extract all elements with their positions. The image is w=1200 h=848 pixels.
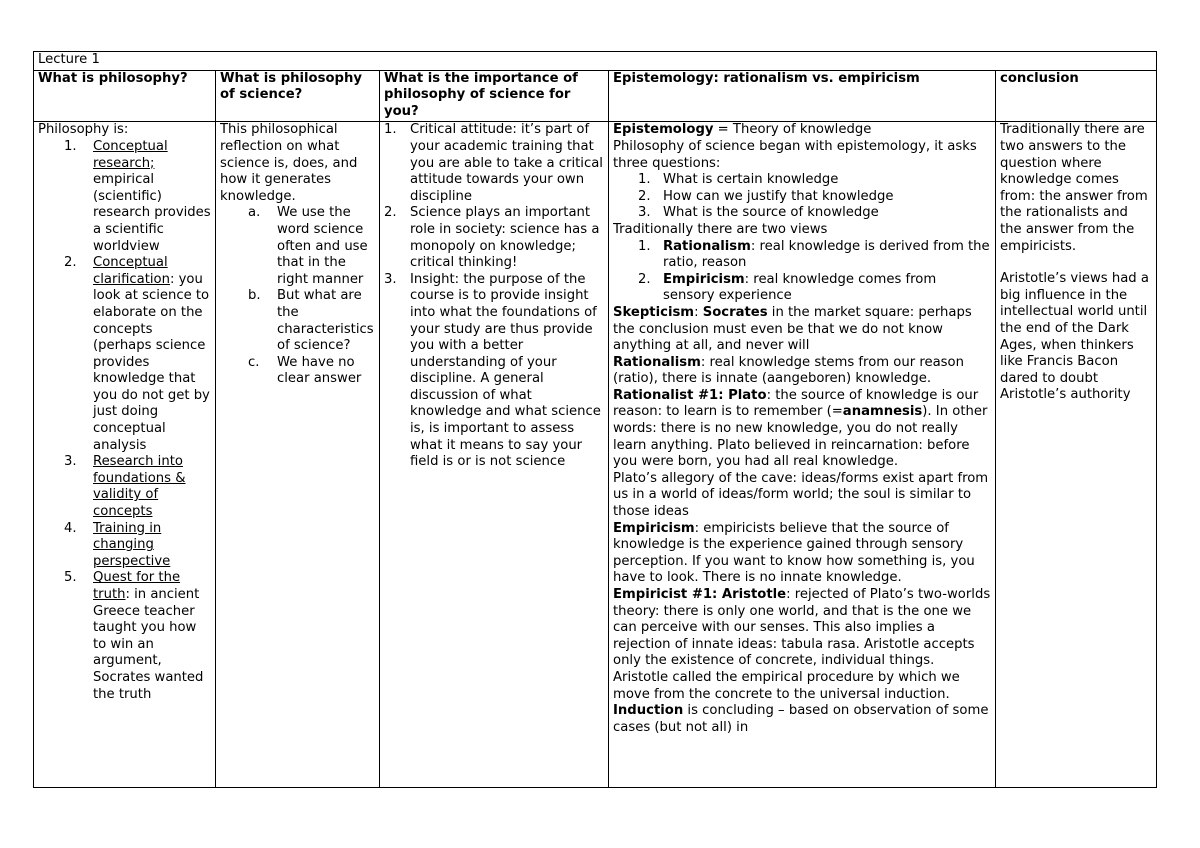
list-item — [613, 189, 991, 206]
item-number: 5. — [64, 570, 77, 586]
list-item — [613, 205, 991, 222]
item-number: 2. — [638, 271, 651, 287]
lecture-title-row — [34, 52, 1157, 71]
item-letter: b. — [248, 288, 261, 304]
list-item — [613, 239, 991, 272]
cell-philosophy-of-science — [216, 122, 380, 788]
plato-paragraph — [613, 388, 991, 471]
lecture-notes-table — [33, 51, 1157, 788]
cell-importance — [380, 122, 609, 788]
cell-what-is-philosophy — [34, 122, 216, 788]
item-term: Conceptual research; — [93, 138, 168, 171]
term-aristotle: Empiricist #1: Aristotle — [613, 587, 787, 602]
list-item — [220, 355, 375, 388]
item-text: What is the source of knowledge — [663, 205, 879, 221]
list-item — [384, 205, 604, 271]
paragraph-text: : real knowledge stems from our reason (ratio), there is innate (aangeboren) knowledge. — [613, 354, 964, 387]
item-text: But what are the characteristics of science? — [277, 288, 374, 354]
item-number: 3. — [638, 205, 651, 221]
item-letter: a. — [248, 205, 261, 221]
list-item — [38, 570, 211, 703]
cave-paragraph: Plato’s allegory of the cave: ideas/forms exist apart from us in a world of ideas/form world; the soul is similar to those ideas — [613, 470, 989, 520]
item-number: 4. — [64, 520, 77, 536]
item-text: : in ancient Greece teacher taught you how to win an argument, Socrates wanted the truth — [93, 587, 204, 702]
item-text: : you look at science to elaborate on the concepts (perhaps science provides knowledge that you do not get by just doing conceptual analysis — [93, 271, 210, 453]
cell-conclusion — [996, 122, 1157, 788]
paragraph-text: in the market square: perhaps the conclusion must even be that we do not know anything at all, and never will — [613, 304, 972, 354]
epistemology-questions — [613, 172, 991, 222]
list-item — [613, 172, 991, 189]
item-text: What is certain knowledge — [663, 172, 839, 188]
aristotle-paragraph — [613, 587, 991, 736]
separator-text: : — [694, 304, 703, 320]
item-number: 1. — [638, 238, 651, 254]
header-row — [34, 70, 1157, 122]
term-anamnesis: anamnesis — [842, 404, 923, 420]
skepticism-paragraph — [613, 305, 991, 355]
paragraph-text: : empiricists believe that the source of knowledge is the experience gained through sensory perception. If you want to know how something is, you have to look. There is no innate knowledge. — [613, 520, 975, 586]
item-number: 1. — [384, 122, 397, 138]
conclusion-paragraph-2: Aristotle’s views had a big influence in the intellectual world until the end of the Dark Ages, when thinkers like Francis Bacon dared to doubt Aristotle’s authority — [1000, 271, 1149, 403]
item-term: Training in changing perspective — [93, 520, 171, 569]
philosophy-intro: Philosophy is: — [38, 122, 129, 138]
header-what-is-philosophy: What is philosophy? — [34, 70, 216, 122]
item-number: 3. — [384, 271, 397, 287]
pos-list — [220, 205, 375, 388]
header-importance: What is the importance of philosophy of science for you? — [380, 70, 609, 122]
item-number: 2. — [64, 255, 77, 271]
header-epistemology: Epistemology: rationalism vs. empiricism — [609, 70, 996, 122]
paragraph-text: : the source of knowledge is our reason: to learn is to remember (= — [613, 387, 979, 420]
item-number: 1. — [638, 172, 651, 188]
paragraph-spacer — [1000, 255, 1152, 271]
views-list — [613, 239, 991, 305]
header-conclusion: conclusion — [996, 70, 1157, 122]
term-induction: Induction — [613, 703, 684, 719]
importance-list — [384, 122, 604, 470]
item-text: Critical attitude: it’s part of your academic training that you are able to take a critical attitude towards your own discipline — [410, 122, 603, 204]
list-item — [613, 272, 991, 305]
term-plato: Rationalist #1: Plato — [613, 387, 767, 403]
item-text: How can we justify that knowledge — [663, 188, 894, 204]
empiricism-paragraph — [613, 521, 991, 587]
item-letter: c. — [248, 354, 260, 370]
conclusion-paragraph-1: Traditionally there are two answers to the question where knowledge comes from: the answer from the rationalists and the answer from the empiricists. — [1000, 122, 1148, 254]
paragraph-text: ). In other words: there is no new knowledge, you do not really learn anything. Plato believed in reincarnation: before you were born, you had all real knowledge. — [613, 404, 988, 470]
item-number: 3. — [64, 454, 77, 470]
list-item — [38, 454, 211, 520]
lecture-title: Lecture 1 — [34, 52, 1157, 71]
epistemology-definition — [613, 122, 991, 139]
item-term: Conceptual clarification — [93, 255, 170, 287]
epistemology-questions-intro: Philosophy of science began with epistemology, it asks three questions: — [613, 138, 977, 171]
list-item — [38, 521, 211, 571]
paragraph-text: is concluding – based on observation of some cases (but not all) in — [613, 703, 989, 735]
item-term: Research into foundations & validity of concepts — [93, 454, 186, 520]
list-item — [38, 139, 211, 255]
rationalism-paragraph — [613, 355, 991, 388]
term-socrates: Socrates — [702, 304, 768, 320]
list-item — [220, 288, 375, 354]
item-text: We have no clear answer — [277, 354, 362, 387]
term-rationalism: Rationalism — [613, 354, 701, 370]
item-term: Rationalism — [663, 238, 751, 254]
definition-text: = Theory of knowledge — [713, 122, 872, 138]
philosophy-list — [38, 139, 211, 703]
list-item — [38, 255, 211, 454]
content-row — [34, 122, 1157, 788]
term-epistemology: Epistemology — [613, 122, 714, 138]
list-item — [384, 272, 604, 471]
views-intro: Traditionally there are two views — [613, 221, 828, 237]
item-text: empirical (scientific) research provides a scientific worldview — [93, 172, 211, 254]
term-empiricism: Empiricism — [613, 520, 695, 536]
item-text: : real knowledge comes from sensory experience — [663, 271, 937, 304]
item-number: 2. — [384, 205, 397, 221]
item-text: Insight: the purpose of the course is to provide insight into what the foundations of your study are thus provide you with a better understanding of your discipline. A general discussion of what knowledge and what science is, is important to assess what it means to say your field is or is not science — [410, 271, 601, 470]
list-item — [384, 122, 604, 205]
item-term: Quest for the truth — [93, 570, 181, 602]
item-term: Empiricism — [663, 271, 745, 287]
pos-intro: This philosophical reflection on what science is, does, and how it generates knowledge. — [220, 122, 358, 204]
item-text: : real knowledge is derived from the ratio, reason — [663, 238, 990, 271]
item-text: We use the word science often and use that in the right manner — [277, 205, 368, 287]
term-skepticism: Skepticism — [613, 304, 695, 320]
item-number: 1. — [64, 138, 77, 154]
cell-epistemology — [609, 122, 996, 788]
list-item — [220, 205, 375, 288]
item-text: Science plays an important role in society: science has a monopoly on knowledge; critical thinking! — [410, 205, 600, 271]
header-philosophy-of-science: What is philosophy of science? — [216, 70, 380, 122]
paragraph-text: : rejected of Plato’s two-worlds theory: there is only one world, and that is the one we can perceive with our senses. This also implies a rejection of innate ideas: tabula rasa. Aristotle accepts only the existence of concrete, individual things. Aristotle called the empirical procedure by which we move from the concrete to the universal induction. — [613, 587, 991, 702]
item-number: 2. — [638, 188, 651, 204]
